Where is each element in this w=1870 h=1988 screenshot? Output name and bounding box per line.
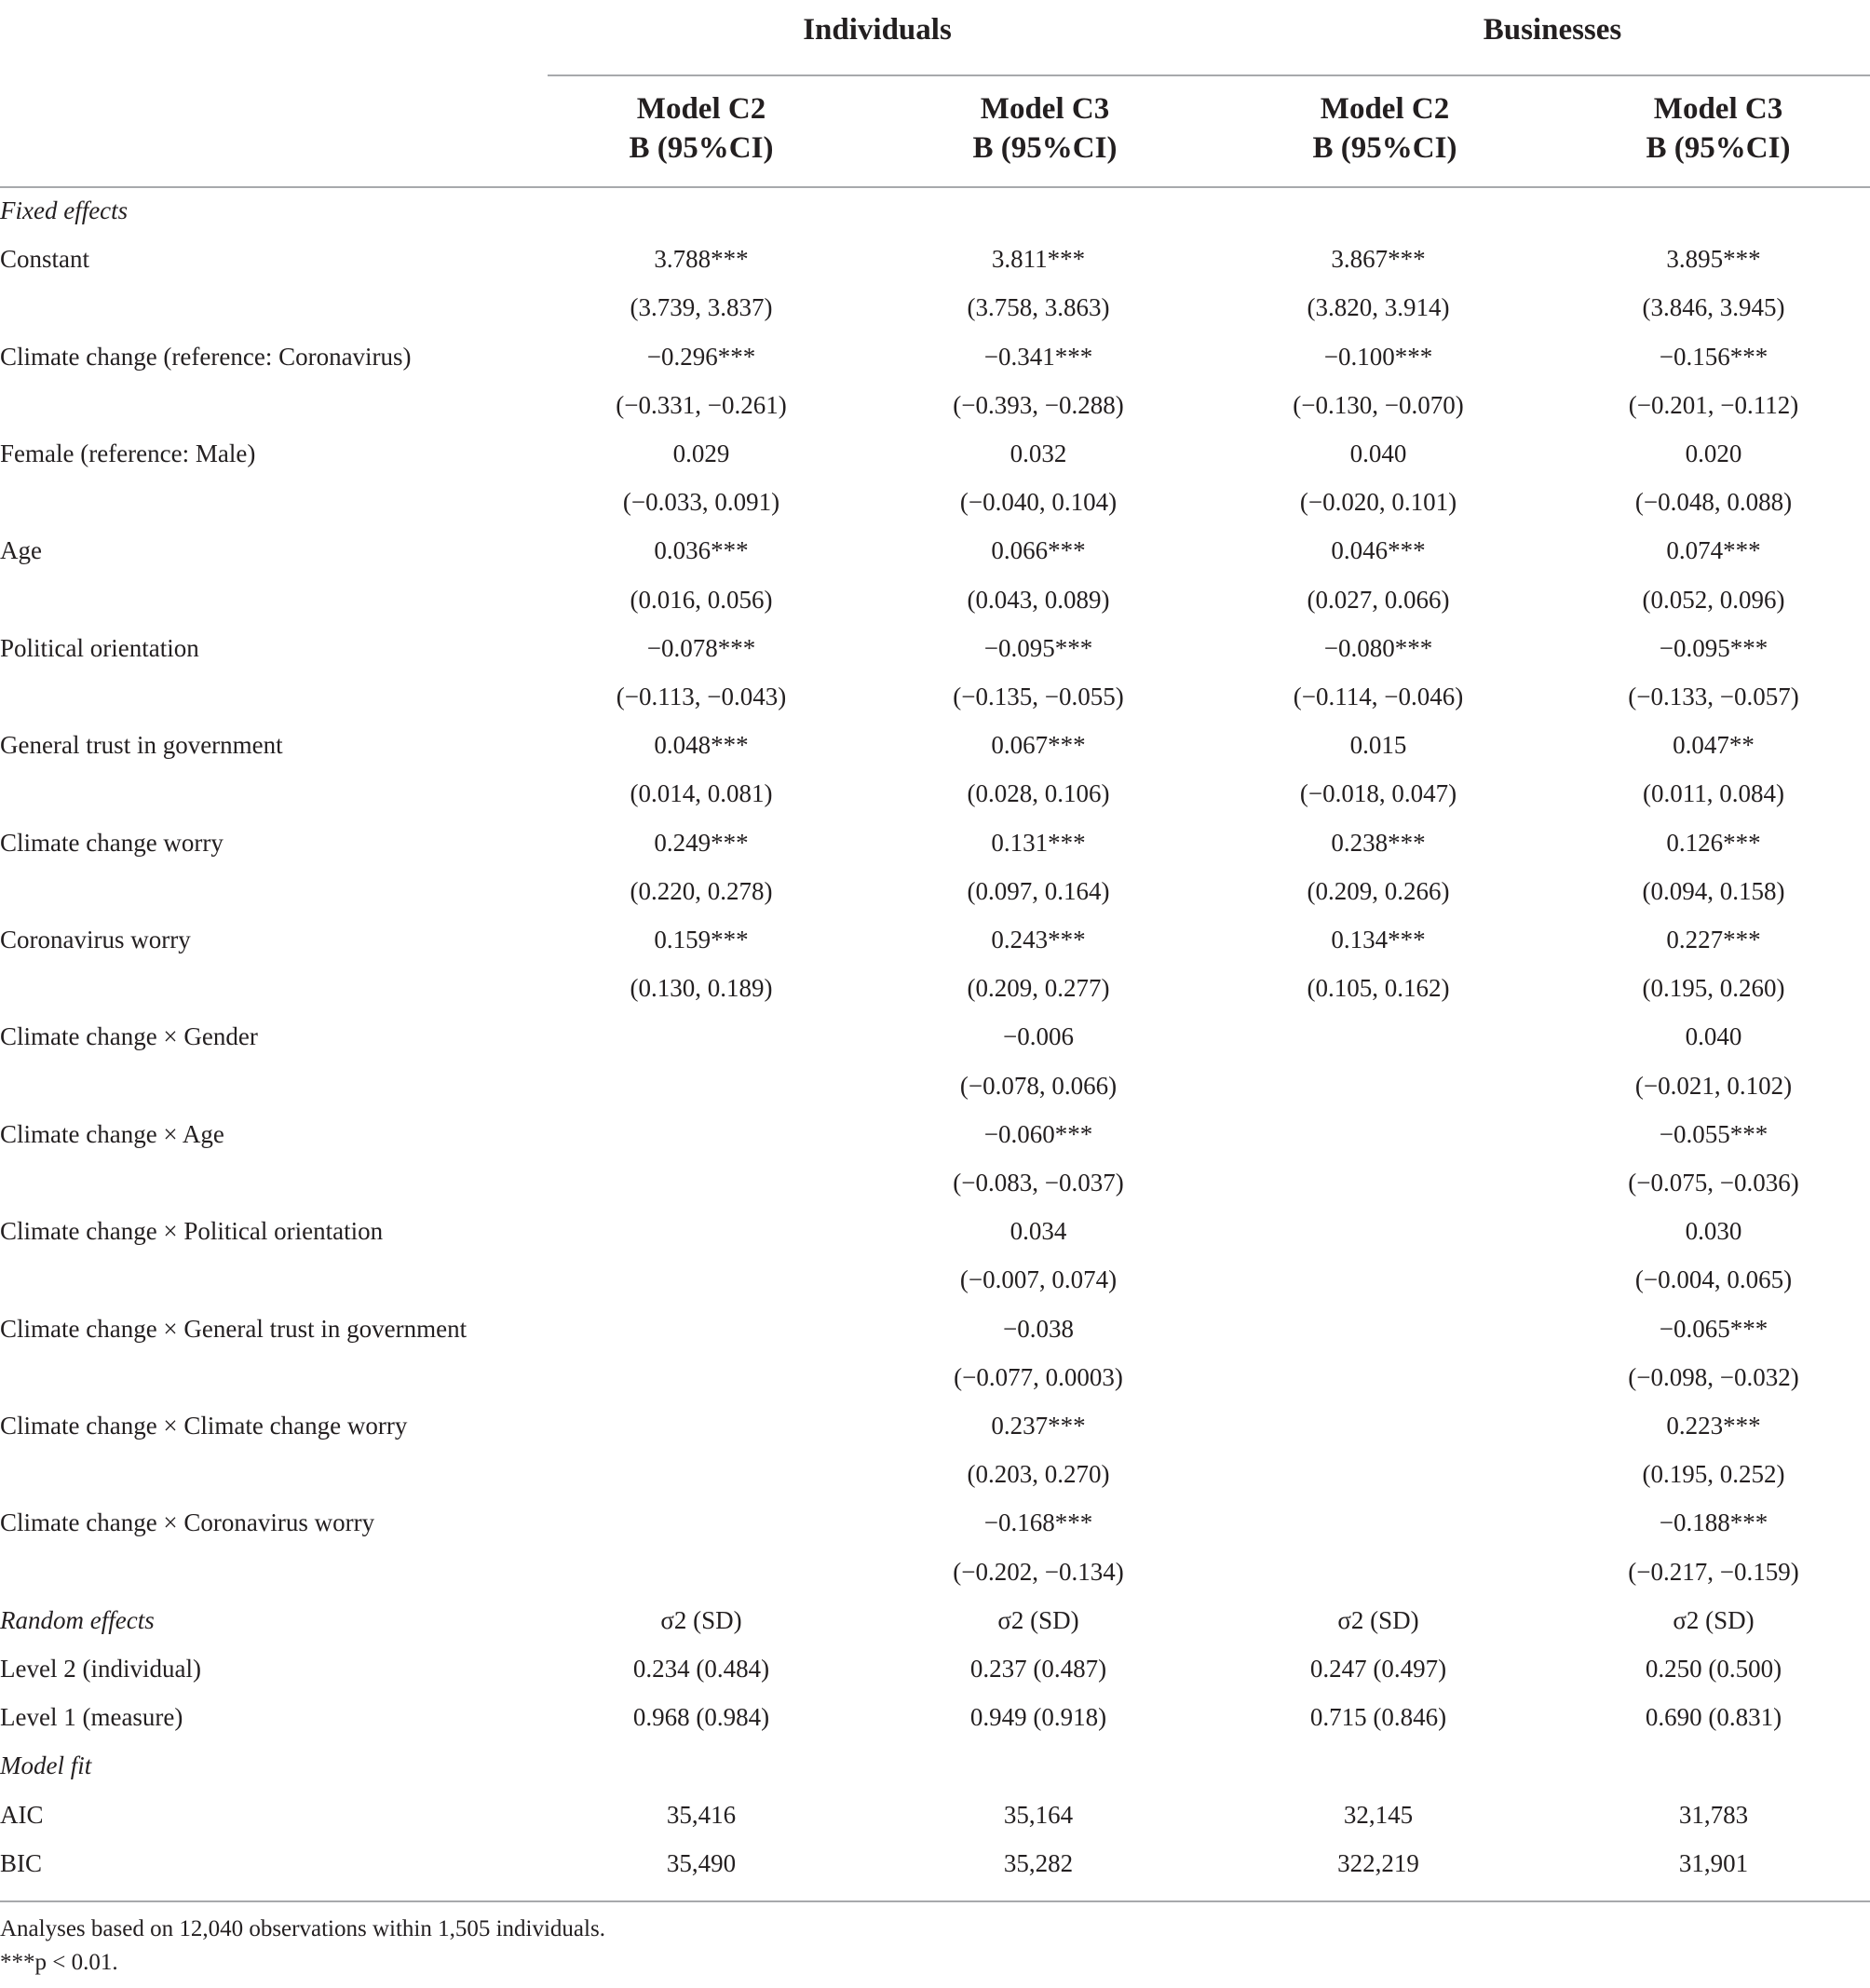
group-header-individuals: Individuals (803, 13, 952, 47)
table-cell: 0.949 (0.918) (969, 1703, 1107, 1731)
table-cell: 0.020 (1685, 440, 1742, 467)
table-cell (1229, 1116, 1527, 1153)
table-cell: (−0.048, 0.088) (1634, 488, 1793, 516)
row-label: Political orientation (0, 634, 199, 662)
table-cell (552, 1407, 850, 1444)
table-cell: 31,901 (1678, 1849, 1749, 1877)
table-cell: 0.223*** (1666, 1412, 1761, 1440)
table-cell: −0.006 (1003, 1022, 1074, 1050)
table-cell (552, 1504, 850, 1541)
table-cell (552, 1310, 850, 1347)
row-label: BIC (0, 1849, 43, 1877)
table-cell (1229, 1455, 1527, 1493)
table-cell: 32,145 (1343, 1801, 1414, 1829)
table-cell: (−0.083, −0.037) (953, 1169, 1124, 1197)
table-cell: (−0.135, −0.055) (953, 683, 1124, 710)
column-header-model-sub: B (95%CI) (629, 131, 774, 165)
table-cell: (−0.018, 0.047) (1299, 779, 1457, 807)
table-cell (1229, 1747, 1527, 1784)
row-label: Climate change × General trust in government (0, 1315, 468, 1343)
column-header-model-sub: B (95%CI) (1312, 131, 1457, 165)
table-cell: 0.249*** (654, 829, 749, 857)
table-cell: (0.097, 0.164) (967, 877, 1110, 905)
table-cell: 35,282 (1003, 1849, 1074, 1877)
table-cell: 3.811*** (991, 245, 1086, 273)
table-cell: (−0.078, 0.066) (959, 1072, 1118, 1100)
table-cell: (3.739, 3.837) (630, 293, 773, 321)
row-label: Climate change worry (0, 829, 224, 857)
row-label: Age (0, 536, 42, 564)
footnote-observations: Analyses based on 12,040 observations within 1,505 individuals. (0, 1916, 605, 1941)
table-cell: σ2 (SD) (660, 1606, 742, 1634)
table-cell: (−0.331, −0.261) (616, 391, 787, 419)
table-cell (552, 1359, 850, 1396)
column-header-individuals-model-c3 (891, 89, 1199, 168)
table-cell: (0.130, 0.189) (630, 974, 773, 1002)
group-header-businesses: Businesses (1483, 13, 1622, 47)
table-cell: −0.168*** (983, 1508, 1093, 1536)
table-cell: −0.060*** (983, 1120, 1093, 1148)
table-cell: 3.867*** (1331, 245, 1426, 273)
table-cell: (−0.393, −0.288) (953, 391, 1124, 419)
table-cell: −0.341*** (983, 343, 1093, 371)
table-cell: (0.209, 0.277) (967, 974, 1110, 1002)
table-cell: 0.690 (0.831) (1645, 1703, 1782, 1731)
column-header-model-sub: B (95%CI) (1646, 131, 1791, 165)
table-cell (1229, 1553, 1527, 1590)
table-cell: (0.014, 0.081) (630, 779, 773, 807)
column-header-businesses-model-c2 (1231, 89, 1538, 168)
row-label: General trust in government (0, 731, 283, 759)
table-cell (1229, 1261, 1527, 1298)
table-cell: 3.895*** (1666, 245, 1761, 273)
table-cell: (0.043, 0.089) (967, 586, 1110, 614)
table-cell: 0.047** (1673, 731, 1755, 759)
table-cell: 0.237*** (991, 1412, 1086, 1440)
table-cell: (0.094, 0.158) (1642, 877, 1785, 905)
table-cell (1565, 1747, 1863, 1784)
table-cell: (0.195, 0.260) (1642, 974, 1785, 1002)
table-cell: (3.758, 3.863) (967, 293, 1110, 321)
table-cell: −0.100*** (1323, 343, 1433, 371)
table-cell: (−0.021, 0.102) (1634, 1072, 1793, 1100)
table-cell (1229, 1310, 1527, 1347)
table-cell: −0.296*** (646, 343, 756, 371)
table-cell: −0.095*** (983, 634, 1093, 662)
table-cell: σ2 (SD) (997, 1606, 1079, 1634)
table-cell: −0.095*** (1659, 634, 1768, 662)
table-cell: 0.032 (1010, 440, 1067, 467)
column-header-individuals-model-c2 (548, 89, 855, 168)
table-cell (552, 1067, 850, 1104)
table-cell: (0.220, 0.278) (630, 877, 773, 905)
table-cell: 0.015 (1349, 731, 1407, 759)
table-cell (552, 1212, 850, 1250)
header-divider (0, 186, 1870, 188)
table-cell: (0.105, 0.162) (1307, 974, 1450, 1002)
table-cell: −0.080*** (1323, 634, 1433, 662)
row-label: Level 2 (individual) (0, 1655, 201, 1683)
table-cell: (0.016, 0.056) (630, 586, 773, 614)
table-cell (1229, 192, 1527, 229)
table-cell: (−0.033, 0.091) (622, 488, 780, 516)
footer-divider (0, 1900, 1870, 1902)
table-cell: 0.126*** (1666, 829, 1761, 857)
table-cell: (−0.130, −0.070) (1293, 391, 1464, 419)
table-cell: 0.029 (672, 440, 730, 467)
table-cell: 35,490 (666, 1849, 737, 1877)
table-cell (552, 1261, 850, 1298)
table-cell (1229, 1164, 1527, 1201)
table-cell: 0.048*** (654, 731, 749, 759)
table-cell: 35,164 (1003, 1801, 1074, 1829)
table-cell: (3.846, 3.945) (1642, 293, 1785, 321)
table-cell: (0.052, 0.096) (1642, 586, 1785, 614)
table-cell: (−0.114, −0.046) (1293, 683, 1464, 710)
row-label: Female (reference: Male) (0, 440, 256, 467)
column-header-model-name: Model C2 (636, 92, 766, 126)
table-cell: 31,783 (1678, 1801, 1749, 1829)
table-cell: 0.134*** (1331, 926, 1426, 953)
group-divider (548, 74, 1870, 76)
table-cell (552, 1164, 850, 1201)
column-header-model-name: Model C3 (1653, 92, 1783, 126)
table-cell: 0.237 (0.487) (969, 1655, 1107, 1683)
table-cell: 0.036*** (654, 536, 749, 564)
table-cell: (−0.077, 0.0003) (954, 1363, 1123, 1391)
row-label: Fixed effects (0, 196, 129, 224)
table-cell: (0.028, 0.106) (967, 779, 1110, 807)
footnote-significance: ***p < 0.01. (0, 1950, 118, 1975)
table-cell (1229, 1359, 1527, 1396)
table-cell (1229, 1407, 1527, 1444)
table-cell: (−0.098, −0.032) (1628, 1363, 1799, 1391)
table-cell (1229, 1018, 1527, 1055)
table-cell (1229, 1212, 1527, 1250)
table-cell: 322,219 (1337, 1849, 1419, 1877)
row-label: Climate change × Political orientation (0, 1217, 384, 1245)
table-cell (552, 1553, 850, 1590)
table-cell: −0.188*** (1659, 1508, 1768, 1536)
table-cell: 0.247 (0.497) (1309, 1655, 1447, 1683)
row-label: Constant (0, 245, 90, 273)
table-cell: 0.067*** (991, 731, 1086, 759)
row-label: Coronavirus worry (0, 926, 191, 953)
table-cell: 0.250 (0.500) (1645, 1655, 1782, 1683)
table-cell: (−0.113, −0.043) (616, 683, 787, 710)
row-label: Climate change × Coronavirus worry (0, 1508, 375, 1536)
row-label: Climate change × Gender (0, 1022, 258, 1050)
table-cell (1565, 192, 1863, 229)
table-cell: 0.238*** (1331, 829, 1426, 857)
row-label: Climate change × Climate change worry (0, 1412, 408, 1440)
table-cell: (−0.217, −0.159) (1628, 1558, 1799, 1586)
table-cell: 0.159*** (654, 926, 749, 953)
table-cell: σ2 (SD) (1337, 1606, 1419, 1634)
table-cell (552, 1455, 850, 1493)
table-cell: (−0.075, −0.036) (1628, 1169, 1799, 1197)
table-cell: 0.040 (1685, 1022, 1742, 1050)
table-cell: 0.243*** (991, 926, 1086, 953)
table-cell (552, 1018, 850, 1055)
table-cell (889, 1747, 1187, 1784)
table-cell: −0.156*** (1659, 343, 1768, 371)
table-cell (552, 1116, 850, 1153)
table-cell: 0.046*** (1331, 536, 1426, 564)
table-cell: 0.715 (0.846) (1309, 1703, 1447, 1731)
table-cell: (0.027, 0.066) (1307, 586, 1450, 614)
table-cell: 0.234 (0.484) (632, 1655, 770, 1683)
table-cell: −0.038 (1003, 1315, 1074, 1343)
table-cell: 3.788*** (654, 245, 749, 273)
table-cell: (0.209, 0.266) (1307, 877, 1450, 905)
table-cell (1229, 1067, 1527, 1104)
row-label: Random effects (0, 1606, 155, 1634)
table-cell: (−0.007, 0.074) (959, 1265, 1118, 1293)
table-cell: −0.078*** (646, 634, 756, 662)
table-cell: (3.820, 3.914) (1307, 293, 1450, 321)
column-header-model-sub: B (95%CI) (972, 131, 1118, 165)
table-cell: (0.011, 0.084) (1643, 779, 1784, 807)
table-cell: 0.030 (1685, 1217, 1742, 1245)
table-cell: −0.065*** (1659, 1315, 1768, 1343)
table-cell: σ2 (SD) (1673, 1606, 1755, 1634)
column-header-model-name: Model C2 (1320, 92, 1450, 126)
row-label: Model fit (0, 1751, 92, 1779)
table-cell: 0.040 (1349, 440, 1407, 467)
table-cell: (0.195, 0.252) (1642, 1460, 1785, 1488)
table-cell: (−0.133, −0.057) (1628, 683, 1799, 710)
table-cell: (−0.040, 0.104) (959, 488, 1118, 516)
table-cell: 0.227*** (1666, 926, 1761, 953)
table-cell: (0.203, 0.270) (967, 1460, 1110, 1488)
table-cell: 0.968 (0.984) (632, 1703, 770, 1731)
row-label: AIC (0, 1801, 44, 1829)
column-header-model-name: Model C3 (980, 92, 1110, 126)
table-cell: 35,416 (666, 1801, 737, 1829)
row-label: Climate change (reference: Coronavirus) (0, 343, 412, 371)
table-cell: (−0.202, −0.134) (953, 1558, 1124, 1586)
table-cell: (−0.020, 0.101) (1299, 488, 1457, 516)
table-cell (889, 192, 1187, 229)
table-cell: −0.055*** (1659, 1120, 1768, 1148)
table-cell: (−0.004, 0.065) (1634, 1265, 1793, 1293)
table-cell: 0.131*** (991, 829, 1086, 857)
table-cell: (−0.201, −0.112) (1628, 391, 1799, 419)
table-cell: 0.066*** (991, 536, 1086, 564)
table-cell: 0.034 (1010, 1217, 1067, 1245)
row-label: Level 1 (measure) (0, 1703, 183, 1731)
row-label: Climate change × Age (0, 1120, 224, 1148)
column-header-businesses-model-c3 (1565, 89, 1870, 168)
table-cell (1229, 1504, 1527, 1541)
table-cell: 0.074*** (1666, 536, 1761, 564)
table-cell (552, 192, 850, 229)
table-cell (552, 1747, 850, 1784)
